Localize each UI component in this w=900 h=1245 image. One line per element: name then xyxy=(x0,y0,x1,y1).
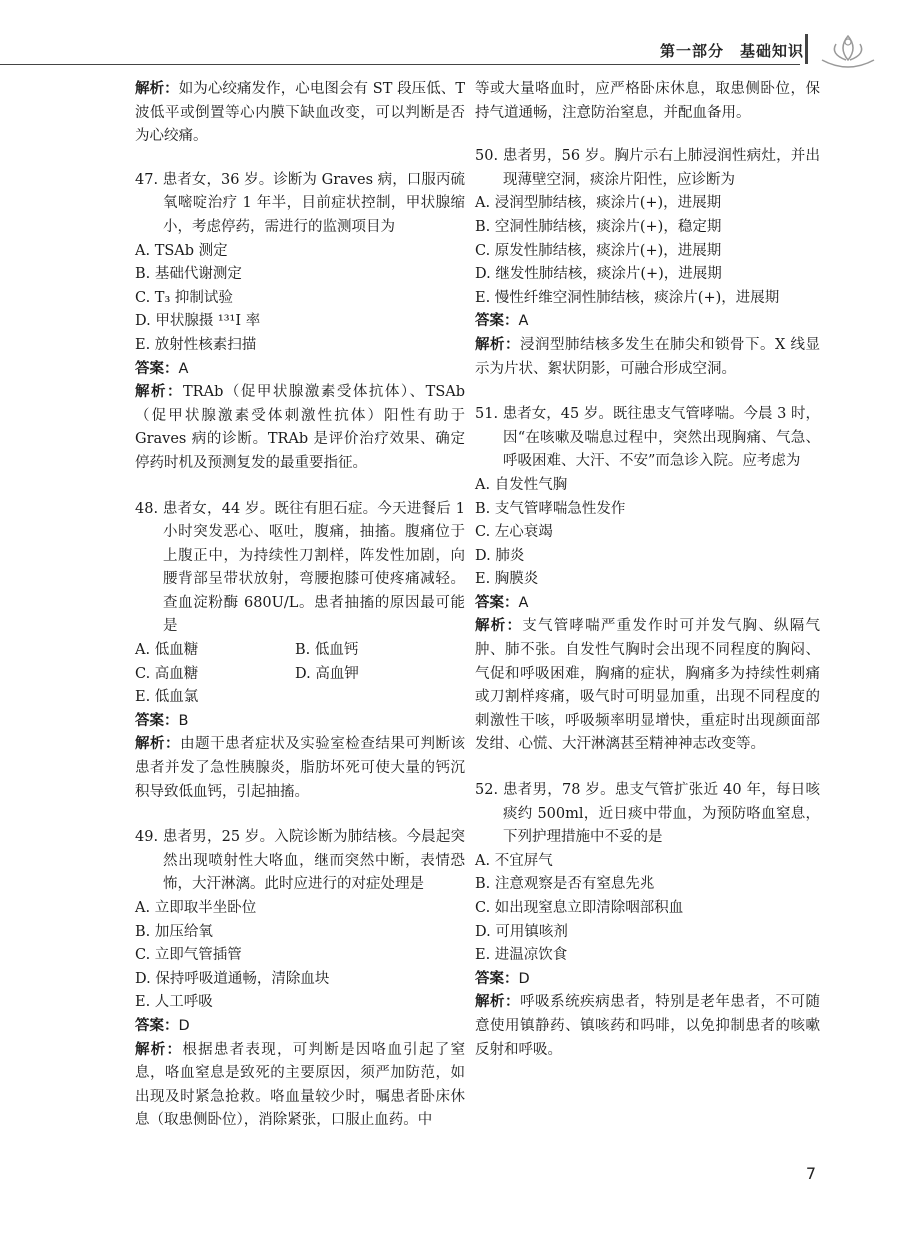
option: E. 低血氯 xyxy=(135,689,199,706)
carryover-explanation: 等或大量咯血时，应严格卧床休息，取患侧卧位，保持气道通畅，注意防治窒息，并配血备用。 xyxy=(475,81,820,121)
question-47 xyxy=(135,169,465,476)
option: E. 胸膜炎 xyxy=(475,571,539,588)
explanation-text: TRAb（促甲状腺激素受体抗体）、TSAb（促甲状腺激素受体刺激性抗体）阳性有助于 Graves 病的诊断。TRAb 是评价治疗效果、确定停药时机及预测复发的最重要指征。 xyxy=(135,384,466,471)
carryover-explanation xyxy=(135,78,465,149)
explanation-label: 解析： xyxy=(135,384,184,401)
answer-value: A xyxy=(518,594,529,611)
options-list xyxy=(475,850,820,968)
explanation-label: 解析： xyxy=(475,336,521,353)
option: B. 基础代谢测定 xyxy=(135,266,242,283)
question-text: 患者女，36 岁。诊断为 Graves 病，口服丙硫氧嘧啶治疗 1 年半，目前症状控制，甲状腺缩小，考虑停药，需进行的监测项目为 xyxy=(162,171,466,235)
option: D. 可用镇咳剂 xyxy=(475,923,568,940)
options-list xyxy=(135,639,465,710)
option: D. 甲状腺摄 ¹³¹I 率 xyxy=(135,313,261,330)
question-text: 患者女，45 岁。既往患支气管哮喘。今晨 3 时，因“在咳嗽及喘息过程中，突然出现胸痛、气急、呼吸困难、大汗、不安”而急诊入院。应考虑为 xyxy=(502,406,820,470)
answer-line xyxy=(135,358,465,382)
option: E. 慢性纤维空洞性肺结核，痰涂片(+)，进展期 xyxy=(475,289,780,306)
answer-line xyxy=(135,1015,465,1039)
answer-value: D xyxy=(518,970,530,987)
option: E. 进温凉饮食 xyxy=(475,947,568,964)
explanation-label: 解析： xyxy=(475,994,521,1011)
right-column xyxy=(475,78,820,1084)
explanation-text: 呼吸系统疾病患者，特别是老年患者，不可随意使用镇静药、镇咳药和吗啡，以免抑制患者的咳嗽反射和呼吸。 xyxy=(475,994,821,1058)
option: E. 人工呼吸 xyxy=(135,994,213,1011)
option: B. 注意观察是否有窒息先兆 xyxy=(475,876,655,893)
answer-value: B xyxy=(178,712,189,729)
answer-line xyxy=(475,592,820,616)
option: D. 继发性肺结核，痰涂片(+)，进展期 xyxy=(475,266,722,283)
options-list xyxy=(475,192,820,310)
option: C. 如出现窒息立即清除咽部积血 xyxy=(475,900,684,916)
question-text: 患者女，44 岁。既往有胆石症。今天进餐后 1 小时突发恶心、呕吐，腹痛，抽搐。腹痛位于上腹正中，为持续性刀割样，阵发性加剧，向腰背部呈带状放射，弯腰抱膝可使疼痛减轻。查血淀粉酶 680U/L。患者抽搐的原因最可能是 xyxy=(162,500,465,635)
header-rule xyxy=(0,64,800,65)
option: B. 支气管哮喘急性发作 xyxy=(475,500,626,517)
explanation-label: 解析： xyxy=(135,1041,183,1058)
explanation xyxy=(135,1039,465,1133)
answer-value: A xyxy=(178,360,189,377)
question-stem xyxy=(475,145,820,192)
question-52 xyxy=(475,779,820,1062)
option: B. 加压给氧 xyxy=(135,923,213,940)
question-51 xyxy=(475,403,820,757)
options-list xyxy=(475,474,820,592)
question-50 xyxy=(475,145,820,381)
question-number: 47. xyxy=(135,171,159,188)
question-text: 患者男，56 岁。胸片示右上肺浸润性病灶，并出现薄壁空洞，痰涂片阳性，应诊断为 xyxy=(502,148,820,188)
answer-value: A xyxy=(518,313,529,330)
option: A. 浸润型肺结核，痰涂片(+)，进展期 xyxy=(475,195,722,212)
explanation-text: 由题干患者症状及实验室检查结果可判断该患者并发了急性胰腺炎，脂肪坏死可使大量的钙沉积导致低血钙，引起抽搐。 xyxy=(135,736,466,800)
explanation-text: 浸润型肺结核多发生在肺尖和锁骨下。X 线显示为片状、絮状阴影，可融合形成空洞。 xyxy=(475,336,820,377)
question-text: 患者男，25 岁。入院诊断为肺结核。今晨起突然出现喷射性大咯血，继而突然中断，表情恐怖，大汗淋漓。此时应进行的对症处理是 xyxy=(162,829,466,893)
answer-label: 答案： xyxy=(135,712,179,729)
option: C. 高血糖 xyxy=(135,665,199,682)
option: A. 自发性气胸 xyxy=(475,476,568,493)
answer-label: 答案： xyxy=(475,594,519,611)
question-stem xyxy=(475,403,820,474)
question-number: 51. xyxy=(475,406,499,423)
question-stem xyxy=(135,826,465,897)
option: A. TSAb 测定 xyxy=(135,242,228,259)
option: D. 保持呼吸道通畅，清除血块 xyxy=(135,970,330,987)
option: E. 放射性核素扫描 xyxy=(135,336,257,353)
question-number: 52. xyxy=(475,782,499,799)
answer-line xyxy=(475,310,820,334)
left-column xyxy=(135,78,465,1155)
option: D. 高血钾 xyxy=(295,665,359,682)
question-number: 50. xyxy=(475,148,499,165)
explanation xyxy=(135,733,465,804)
section-title: 第一部分 基础知识 xyxy=(659,42,804,60)
answer-line xyxy=(135,710,465,734)
answer-value: D xyxy=(178,1017,190,1034)
lotus-logo-icon xyxy=(816,30,880,70)
answer-line xyxy=(475,968,820,992)
explanation xyxy=(475,991,820,1062)
explanation xyxy=(475,334,820,381)
question-number: 48. xyxy=(135,500,159,517)
option: D. 肺炎 xyxy=(475,547,525,564)
option: A. 不宜屏气 xyxy=(475,852,553,869)
page-header xyxy=(0,30,900,70)
question-text: 患者男，78 岁。患支气管扩张近 40 年，每日咳痰约 500ml，近日痰中带血，为预防咯血窒息，下列护理措施中不妥的是 xyxy=(502,782,821,846)
question-number: 49. xyxy=(135,829,159,846)
question-stem xyxy=(135,498,465,640)
explanation-label: 解析： xyxy=(475,618,523,635)
option: C. 立即气管插管 xyxy=(135,947,242,964)
explanation-label: 解析： xyxy=(135,81,179,97)
explanation-text: 支气管哮喘严重发作时可并发气胸、纵隔气肿、肺不张。自发性气胸时会出现不同程度的胸闷、气促和呼吸困难，胸痛的症状，胸痛多为持续性刺痛或刀割样疼痛，吸气时可明显加重，出现不同程度的刺激性干咳，呼吸频率明显增快，重症时出现颜面部发绀、心慌、大汗淋漓甚至精神神志改变等。 xyxy=(475,618,821,753)
answer-label: 答案： xyxy=(135,360,179,377)
option: C. 原发性肺结核，痰涂片(+)，进展期 xyxy=(475,242,722,259)
header-divider xyxy=(805,34,808,64)
option: B. 空洞性肺结核，痰涂片(+)，稳定期 xyxy=(475,218,722,235)
option: A. 立即取半坐卧位 xyxy=(135,900,257,916)
options-list xyxy=(135,240,465,358)
answer-label: 答案： xyxy=(475,313,519,330)
answer-label: 答案： xyxy=(135,1017,179,1034)
option: C. 左心衰竭 xyxy=(475,524,553,541)
options-list xyxy=(135,897,465,1015)
option: A. 低血糖 xyxy=(135,642,199,659)
explanation-text: 根据患者表现，可判断是因咯血引起了窒息，咯血窒息是致死的主要原因，须严加防范，如出现及时紧急抢救。咯血量较少时，嘱患者卧床休息（取患侧卧位），消除紧张，口服止血药。中 xyxy=(135,1041,466,1129)
answer-label: 答案： xyxy=(475,970,519,987)
explanation-text: 如为心绞痛发作，心电图会有 ST 段压低、T 波低平或倒置等心内膜下缺血改变，可以判断是否为心绞痛。 xyxy=(135,81,466,145)
explanation-label: 解析： xyxy=(135,736,181,753)
option: B. 低血钙 xyxy=(295,642,359,659)
option: C. T₃ 抑制试验 xyxy=(135,289,233,306)
question-48 xyxy=(135,498,465,805)
question-49 xyxy=(135,826,465,1133)
question-stem xyxy=(475,779,820,850)
explanation xyxy=(475,615,820,757)
question-stem xyxy=(135,169,465,240)
explanation xyxy=(135,381,465,475)
page-number: 7 xyxy=(805,1164,816,1183)
